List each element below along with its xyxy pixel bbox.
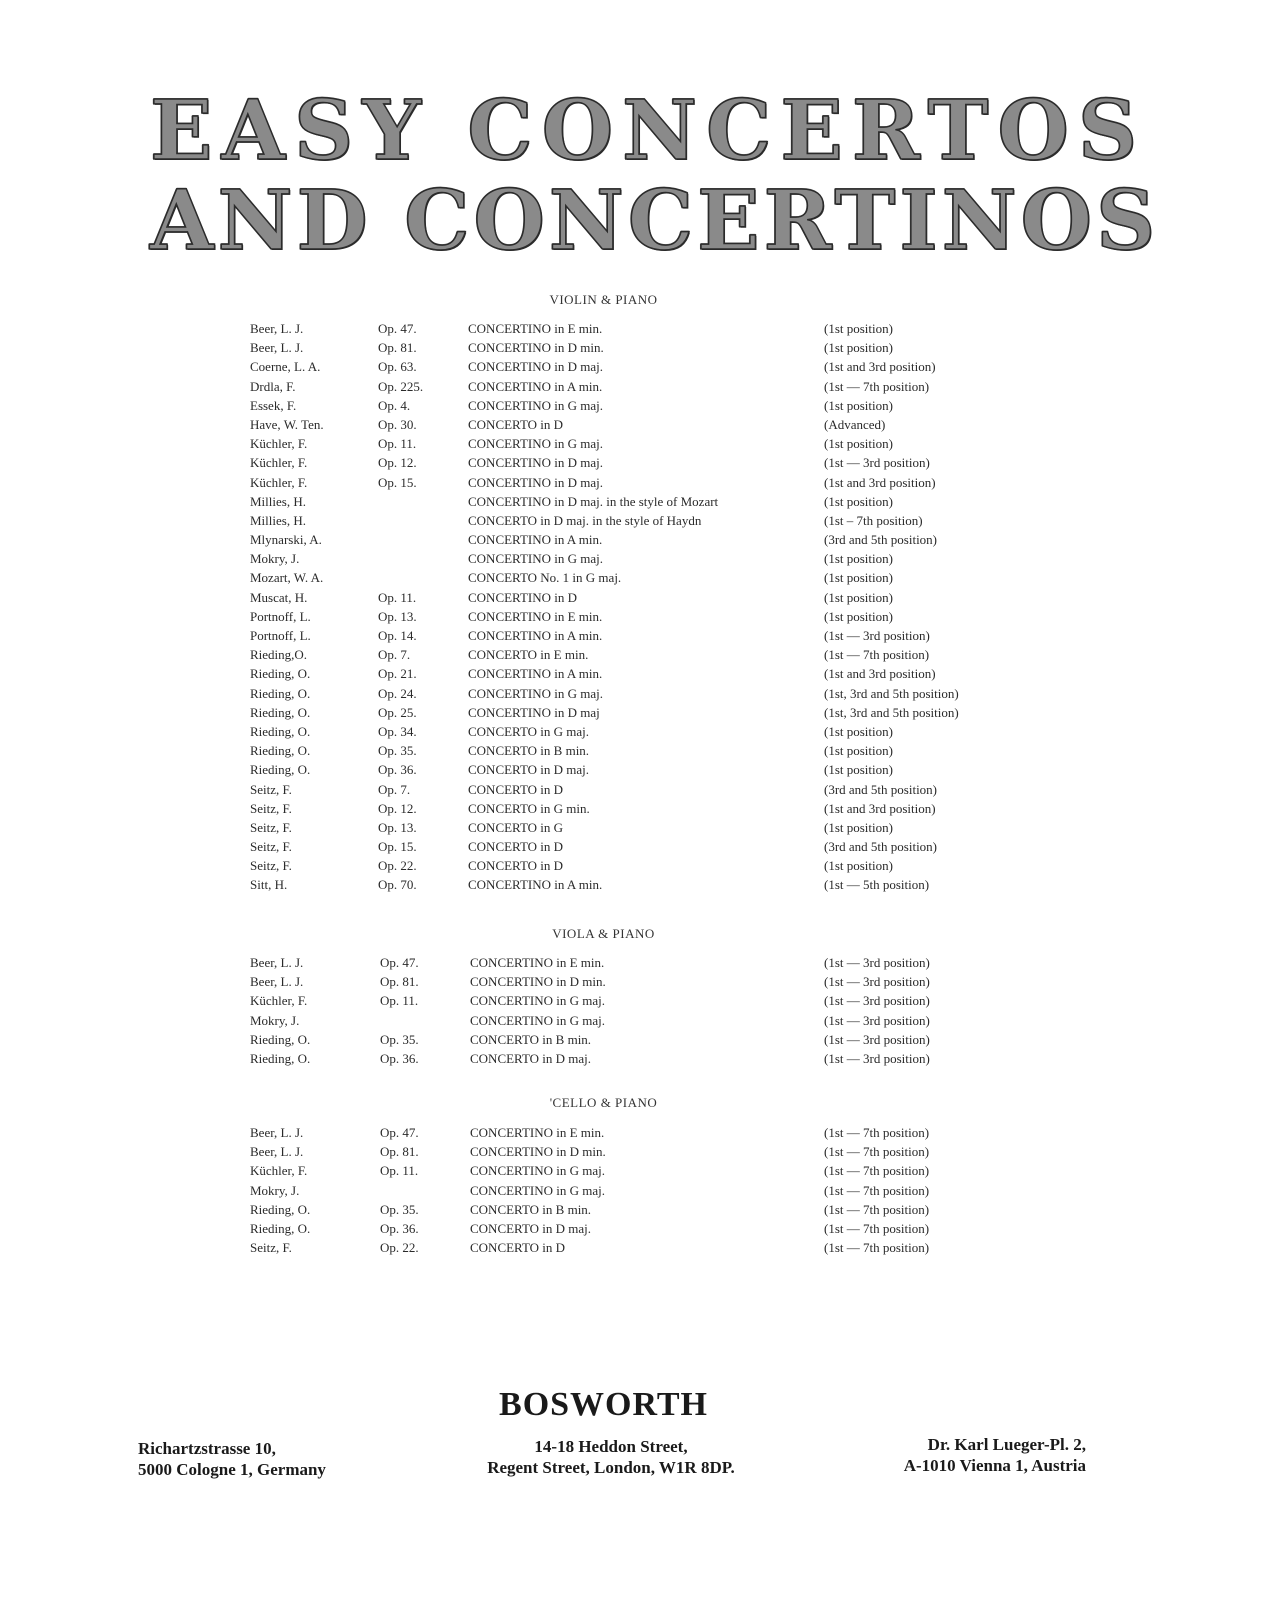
opus-number: Op. 34. [378,723,417,739]
work-title: CONCERTO in D [468,416,564,432]
work-title: CONCERTINO in A min. [468,628,603,643]
listing-row [250,359,1030,378]
work-title: CONCERTO in D maj. [470,1050,592,1066]
position-range: (1st — 7th position) [824,647,930,663]
work-title: CONCERTO in E min. [468,647,589,663]
position-range: (1st — 3rd position) [824,455,930,471]
opus-number: Op. 36. [378,762,417,778]
composer-name: Küchler, F. [250,455,308,471]
listing-row [250,1240,1030,1259]
position-range: (1st — 7th position) [824,1163,930,1179]
position-range: (1st position) [824,340,893,356]
work-title: CONCERTINO in A min. [468,532,603,548]
composer-name: Coerne, L. A. [250,359,321,375]
composer-name: Seitz, F. [250,839,292,855]
position-range: (1st — 3rd position) [824,1031,930,1047]
opus-number: Op. 11. [380,993,419,1009]
violin-listing [250,321,1030,897]
position-range: (1st — 7th position) [824,1201,930,1217]
work-title: CONCERTINO in G maj. [468,685,603,701]
listing-row [250,455,1030,474]
composer-name: Seitz, F. [250,800,292,816]
listing-row [250,475,1030,494]
position-range: (1st — 7th position) [824,1125,930,1140]
work-title: CONCERTO in D [468,781,564,797]
listing-row [250,321,1030,340]
work-title: CONCERTINO in D min. [468,340,604,356]
position-range: (1st position) [824,397,893,413]
listing-row [250,993,1030,1012]
listing-row [250,686,1030,705]
position-range: (3rd and 5th position) [824,781,938,797]
composer-name: Millies, H. [250,493,306,509]
opus-number: Op. 25. [378,704,417,720]
opus-number: Op. 12. [378,800,417,816]
listing-row [250,590,1030,609]
composer-name: Rieding, O. [250,762,311,778]
title-line-2: AND CONCERTINOS [150,173,1160,269]
composer-name: Rieding, O. [250,1050,311,1066]
work-title: CONCERTINO in D maj. [468,474,603,490]
position-range: (1st position) [824,589,893,605]
work-title: CONCERTINO in G maj. [468,551,603,567]
opus-number: Op. 47. [378,321,417,336]
work-title: CONCERTO in G maj. [468,723,590,739]
opus-number: Op. 36. [380,1050,419,1066]
composer-name: Mlynarski, A. [250,532,322,548]
work-title: CONCERTO in D maj. [470,1220,592,1236]
opus-number: Op. 11. [378,436,417,452]
opus-number: Op. 70. [378,877,417,893]
listing-row [250,628,1030,647]
listing-row [250,743,1030,762]
position-range: (1st position) [824,436,893,452]
work-title: CONCERTINO in E min. [470,955,605,970]
position-range: (1st — 7th position) [824,1220,930,1236]
composer-name: Rieding, O. [250,685,311,701]
address-line: Regent Street, London, W1R 8DP. [487,1458,735,1477]
position-range: (3rd and 5th position) [824,532,938,548]
work-title: CONCERTINO in A min. [468,378,603,394]
listing-row [250,532,1030,551]
opus-number: Op. 81. [378,340,417,356]
listing-row [250,1202,1030,1221]
composer-name: Rieding,O. [250,647,308,663]
position-range: (1st — 5th position) [824,877,930,893]
composer-name: Beer, L. J. [250,955,304,970]
work-title: CONCERTO in G min. [468,800,590,816]
position-range: (1st position) [824,551,893,567]
opus-number: Op. 225. [378,378,424,394]
listing-row [250,820,1030,839]
work-title: CONCERTINO in D maj. [468,359,603,375]
position-range: (1st — 7th position) [824,1240,930,1256]
composer-name: Have, W. Ten. [250,416,324,432]
composer-name: Rieding, O. [250,1220,311,1236]
composer-name: Beer, L. J. [250,321,304,336]
section-heading-cello: 'CELLO & PIANO [549,1095,658,1110]
position-range: (1st position) [824,570,893,586]
position-range: (1st — 3rd position) [824,974,930,990]
opus-number: Op. 21. [378,666,417,682]
opus-number: Op. 24. [378,685,417,701]
work-title: CONCERTINO in D [468,589,577,605]
listing-row [250,782,1030,801]
listing-row [250,1163,1030,1182]
opus-number: Op. 30. [378,416,417,432]
composer-name: Essek, F. [250,397,297,413]
opus-number: Op. 36. [380,1220,419,1236]
position-range: (1st — 7th position) [824,378,930,394]
address-line: A-1010 Vienna 1, Austria [903,1456,1086,1475]
address-line: Richartzstrasse 10, [138,1439,276,1458]
composer-name: Rieding, O. [250,723,311,739]
composer-name: Drdla, F. [250,378,296,394]
composer-name: Sitt, H. [250,877,288,893]
position-range: (1st — 3rd position) [824,1012,930,1028]
listing-row [250,436,1030,455]
composer-name: Beer, L. J. [250,1144,304,1160]
work-title: CONCERTINO in E min. [468,608,603,624]
listing-row [250,839,1030,858]
work-title: CONCERTINO in G maj. [470,993,605,1009]
listing-row [250,762,1030,781]
work-title: CONCERTINO in D min. [470,1144,606,1160]
section-heading-viola: VIOLA & PIANO [552,926,655,941]
work-title: CONCERTINO in D maj. in the style of Mozart [468,493,719,509]
listing-row [250,1221,1030,1240]
composer-name: Mozart, W. A. [250,570,324,586]
opus-number: Op. 4. [378,397,411,413]
position-range: (1st — 3rd position) [824,993,930,1009]
work-title: CONCERTINO in D min. [470,974,606,990]
work-title: CONCERTINO in G maj. [470,1182,605,1198]
position-range: (1st position) [824,321,893,336]
position-range: (1st and 3rd position) [824,359,936,375]
work-title: CONCERTO in G [468,819,564,835]
work-title: CONCERTO in D maj. in the style of Haydn [468,512,702,528]
listing-row [250,1013,1030,1032]
listing-row [250,398,1030,417]
composer-name: Küchler, F. [250,993,308,1009]
composer-name: Portnoff, L. [250,608,311,624]
listing-row [250,1183,1030,1202]
position-range: (1st — 3rd position) [824,628,930,643]
position-range: (1st – 7th position) [824,512,923,528]
position-range: (Advanced) [824,416,886,432]
listing-row [250,801,1030,820]
work-title: CONCERTINO in D maj [468,704,600,720]
listing-row [250,877,1030,896]
opus-number: Op. 47. [380,1125,419,1140]
work-title: CONCERTO in B min. [470,1201,592,1217]
address-vienna [856,1434,1086,1476]
work-title: CONCERTINO in A min. [468,666,603,682]
composer-name: Rieding, O. [250,743,311,759]
opus-number: Op. 22. [380,1240,419,1256]
composer-name: Rieding, O. [250,1031,311,1047]
composer-name: Mokry, J. [250,1182,300,1198]
address-line: Dr. Karl Lueger-Pl. 2, [927,1435,1086,1454]
work-title: CONCERTO in B min. [468,743,590,759]
opus-number: Op. 11. [380,1163,419,1179]
position-range: (1st and 3rd position) [824,474,936,490]
position-range: (1st position) [824,762,893,778]
cello-listing [250,1125,1030,1259]
work-title: CONCERTINO in G maj. [468,397,603,413]
composer-name: Rieding, O. [250,666,311,682]
address-line: 5000 Cologne 1, Germany [138,1460,326,1479]
opus-number: Op. 35. [380,1201,419,1217]
composer-name: Rieding, O. [250,1201,311,1217]
work-title: CONCERTINO in E min. [468,321,603,336]
opus-number: Op. 14. [378,628,417,643]
position-range: (1st and 3rd position) [824,666,936,682]
composer-name: Seitz, F. [250,1240,292,1256]
listing-row [250,1051,1030,1070]
opus-number: Op. 15. [378,474,417,490]
work-title: CONCERTINO in E min. [470,1125,605,1140]
position-range: (1st — 3rd position) [824,1050,930,1066]
opus-number: Op. 63. [378,359,417,375]
position-range: (1st and 3rd position) [824,800,936,816]
listing-row [250,1144,1030,1163]
composer-name: Beer, L. J. [250,1125,304,1140]
composer-name: Muscat, H. [250,589,308,605]
title-line-1: EASY CONCERTOS [150,83,1147,179]
listing-row [250,724,1030,743]
opus-number: Op. 12. [378,455,417,471]
work-title: CONCERTO in B min. [470,1031,592,1047]
composer-name: Seitz, F. [250,819,292,835]
composer-name: Beer, L. J. [250,340,304,356]
position-range: (1st position) [824,608,893,624]
composer-name: Millies, H. [250,512,306,528]
work-title: CONCERTINO in G maj. [468,436,603,452]
position-range: (1st position) [824,743,893,759]
position-range: (1st, 3rd and 5th position) [824,704,959,720]
listing-row [250,974,1030,993]
listing-row [250,417,1030,436]
composer-name: Mokry, J. [250,1012,300,1028]
position-range: (1st position) [824,493,893,509]
work-title: CONCERTINO in A min. [468,877,603,893]
work-title: CONCERTINO in G maj. [470,1012,605,1028]
opus-number: Op. 35. [380,1031,419,1047]
opus-number: Op. 11. [378,589,417,605]
opus-number: Op. 7. [378,647,411,663]
opus-number: Op. 22. [378,858,417,874]
address-london [456,1436,766,1478]
listing-row [250,551,1030,570]
position-range: (1st — 3rd position) [824,955,930,970]
listing-row [250,647,1030,666]
composer-name: Rieding, O. [250,704,311,720]
listing-row [250,513,1030,532]
position-range: (3rd and 5th position) [824,839,938,855]
position-range: (1st — 7th position) [824,1182,930,1198]
listing-row [250,955,1030,974]
publisher-name: BOSWORTH [499,1386,708,1423]
composer-name: Seitz, F. [250,858,292,874]
section-heading-violin: VIOLIN & PIANO [549,292,658,307]
composer-name: Küchler, F. [250,436,308,452]
composer-name: Portnoff, L. [250,628,311,643]
composer-name: Mokry, J. [250,551,300,567]
opus-number: Op. 13. [378,608,417,624]
listing-row [250,340,1030,359]
position-range: (1st — 7th position) [824,1144,930,1160]
opus-number: Op. 81. [380,974,419,990]
work-title: CONCERTO in D [468,858,564,874]
opus-number: Op. 35. [378,743,417,759]
listing-row [250,379,1030,398]
address-cologne [138,1438,326,1480]
position-range: (1st, 3rd and 5th position) [824,685,959,701]
listing-row [250,609,1030,628]
work-title: CONCERTO No. 1 in G maj. [468,570,622,586]
opus-number: Op. 13. [378,819,417,835]
work-title: CONCERTO in D [468,839,564,855]
position-range: (1st position) [824,723,893,739]
opus-number: Op. 81. [380,1144,419,1160]
viola-listing [250,955,1030,1070]
listing-row [250,494,1030,513]
listing-row [250,1125,1030,1144]
address-line: 14-18 Heddon Street, [534,1437,688,1456]
listing-row [250,705,1030,724]
listing-row [250,858,1030,877]
composer-name: Seitz, F. [250,781,292,797]
work-title: CONCERTO in D [470,1240,566,1256]
opus-number: Op. 15. [378,839,417,855]
work-title: CONCERTO in D maj. [468,762,590,778]
position-range: (1st position) [824,819,893,835]
opus-number: Op. 47. [380,955,419,970]
work-title: CONCERTINO in D maj. [468,455,603,471]
composer-name: Küchler, F. [250,474,308,490]
composer-name: Küchler, F. [250,1163,308,1179]
position-range: (1st position) [824,858,893,874]
opus-number: Op. 7. [378,781,411,797]
listing-row [250,666,1030,685]
composer-name: Beer, L. J. [250,974,304,990]
work-title: CONCERTINO in G maj. [470,1163,605,1179]
listing-row [250,1032,1030,1051]
listing-row [250,570,1030,589]
